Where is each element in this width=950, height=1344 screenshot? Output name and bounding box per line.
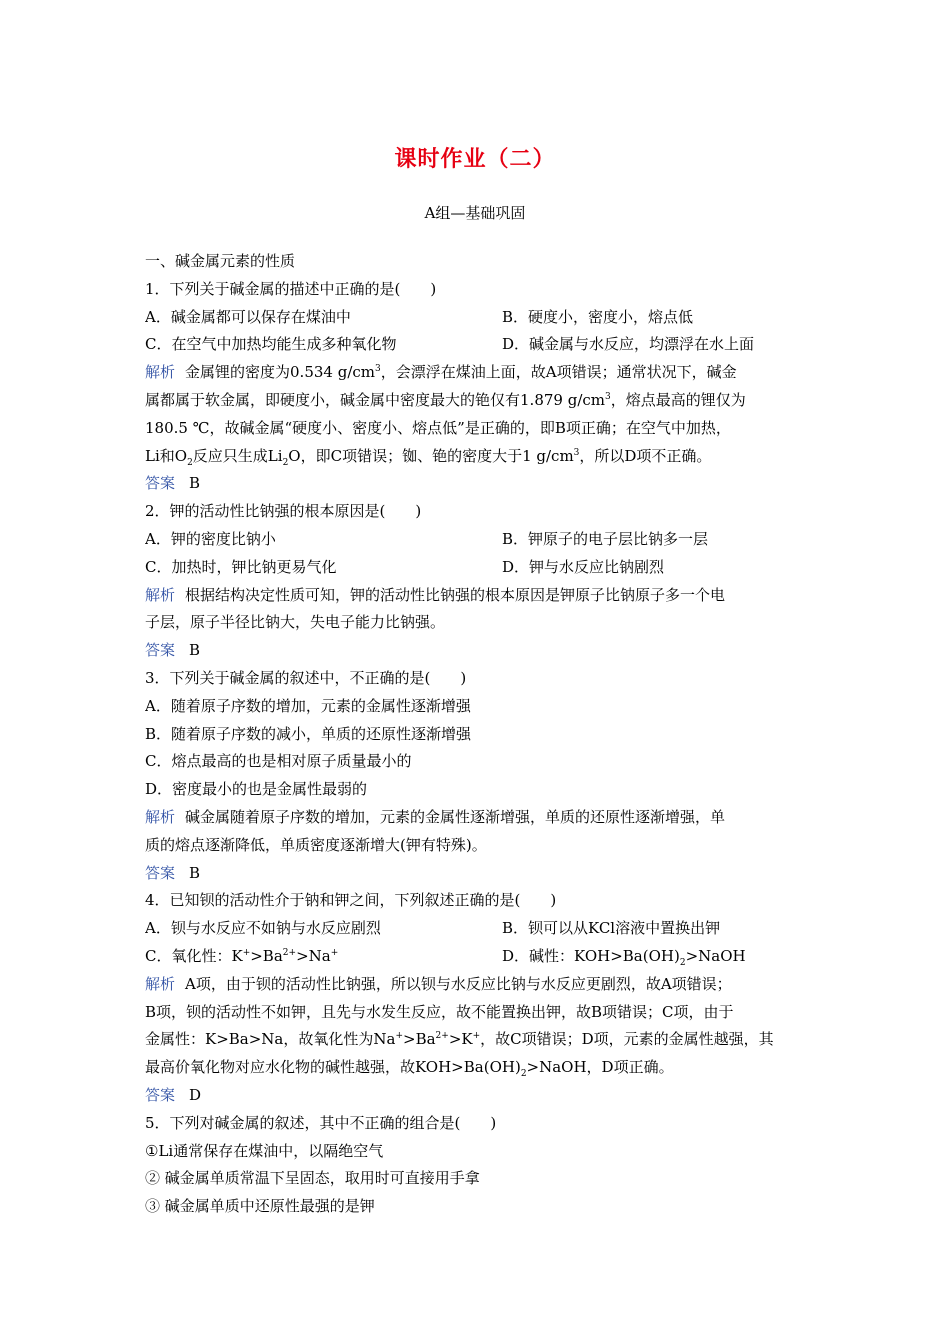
option-b: B．硬度小，密度小，熔点低 <box>502 307 694 326</box>
statement-1: ①Li通常保存在煤油中，以隔绝空气 <box>145 1141 384 1160</box>
question-4-options-cd <box>145 943 815 971</box>
option-b: B．钾原子的电子层比钠多一层 <box>502 529 709 548</box>
analysis-line: 最高价氧化物对应水化物的碱性越强，故$KOH>Ba(OH)_2>NaOH$，D项正确。 <box>145 1058 674 1080</box>
analysis-line: Li和$O_2$反应只生成$Li_2O$，即C项错误；铷、铯的密度大于1 $g/cm^3$，所以D项不正确。 <box>145 446 712 468</box>
answer-line <box>145 470 815 498</box>
option-c: C．在空气中加热均能生成多种氧化物 <box>145 335 397 354</box>
option-c: C．加热时，钾比钠更易气化 <box>145 557 337 576</box>
superscript-3: 3 <box>573 447 580 458</box>
question-3-stem: 3．下列关于碱金属的叙述中，不正确的是( ) <box>145 668 467 687</box>
option-a: A．碱金属都可以保存在煤油中 <box>145 307 351 326</box>
page-title: 课时作业（二） <box>394 147 556 172</box>
option-d: D．碱性：$KOH>Ba(OH)_2>NaOH$ <box>502 946 746 968</box>
question-5-stem: 5．下列对碱金属的叙述，其中不正确的组合是( ) <box>145 1113 497 1132</box>
option-a: A．钡与水反应不如钠与水反应剧烈 <box>145 919 381 938</box>
subscript-2: 2 <box>187 457 193 468</box>
document-body <box>145 248 815 1221</box>
analysis-line: 金属性：K>Ba>Na，故氧化性为$Na^+>Ba^{2+}>K^+$，故C项错误；D项，元素的金属性越强，其 <box>145 1030 774 1049</box>
statement-3: ③ 碱金属单质中还原性最强的是钾 <box>145 1197 375 1216</box>
question-4-options-ab <box>145 915 815 943</box>
answer-label: 答案 <box>145 1085 176 1104</box>
analysis-label: 解析 <box>145 585 176 604</box>
question-1-options-cd <box>145 331 815 359</box>
group-heading: A组—基础巩固 <box>424 204 526 222</box>
question-4-stem: 4．已知钡的活动性介于钠和钾之间，下列叙述正确的是( ) <box>145 891 557 910</box>
answer-value: B <box>189 474 201 493</box>
superscript-3: 3 <box>375 364 381 375</box>
superscript-3: 3 <box>605 391 611 402</box>
answer-line <box>145 860 815 888</box>
analysis-line: 解析 金属锂的密度为0.534 $g/cm^3$，会漂浮在煤油上面，故A项错误；通常状况下，碱金 <box>145 363 737 382</box>
analysis-line: 子层，原子半径比钠大，失电子能力比钠强。 <box>145 613 446 632</box>
question-2-options-ab <box>145 526 815 554</box>
analysis-label: 解析 <box>145 974 176 993</box>
option-c: C．熔点最高的也是相对原子质量最小的 <box>145 752 412 771</box>
option-d: D．密度最小的也是金属性最弱的 <box>145 780 368 799</box>
analysis-line: 180.5 ℃，故碱金属“硬度小、密度小、熔点低”是正确的，即B项正确；在空气中加热， <box>145 418 731 437</box>
option-a: A．随着原子序数的增加，元素的金属性逐渐增强 <box>145 696 471 715</box>
analysis-label: 解析 <box>145 363 176 382</box>
answer-value: B <box>189 641 201 660</box>
option-d: D．碱金属与水反应，均漂浮在水上面 <box>502 335 755 354</box>
subscript-2: 2 <box>282 457 289 468</box>
answer-value: D <box>189 1085 202 1104</box>
analysis-line: 质的熔点逐渐降低，单质密度逐渐增大(钾有特殊)。 <box>145 835 487 854</box>
answer-label: 答案 <box>145 474 176 493</box>
answer-line <box>145 1082 815 1110</box>
analysis-label: 解析 <box>145 807 176 826</box>
question-2-stem: 2．钾的活动性比钠强的根本原因是( ) <box>145 502 422 521</box>
analysis-line: B项，钡的活动性不如钾，且先与水发生反应，故不能置换出钾，故B项错误；C项，由于 <box>145 1002 734 1021</box>
option-b: B．钡可以从KCl溶液中置换出钾 <box>502 919 721 938</box>
analysis-line: 属都属于软金属，即硬度小，碱金属中密度最大的铯仅有1.879 $g/cm^3$，熔点最高的锂仅为 <box>145 390 746 409</box>
answer-label: 答案 <box>145 641 176 660</box>
analysis-line: 解析 根据结构决定性质可知，钾的活动性比钠强的根本原因是钾原子比钠原子多一个电 <box>145 585 726 604</box>
question-1-stem: 1．下列关于碱金属的描述中正确的是( ) <box>145 279 437 298</box>
question-1-options-ab <box>145 304 815 332</box>
option-c: C．氧化性：$K^+>Ba^{2+}>Na^+$ <box>145 946 339 965</box>
analysis-line: 解析 碱金属随着原子序数的增加，元素的金属性逐渐增强，单质的还原性逐渐增强，单 <box>145 807 726 826</box>
option-b: B．随着原子序数的减小，单质的还原性逐渐增强 <box>145 724 472 743</box>
option-d: D．钾与水反应比钠剧烈 <box>502 557 665 576</box>
answer-label: 答案 <box>145 863 176 882</box>
answer-line <box>145 637 815 665</box>
analysis-line: 解析 A项，由于钡的活动性比钠强，所以钡与水反应比钠与水反应更剧烈，故A项错误； <box>145 974 732 993</box>
statement-2: ② 碱金属单质常温下呈固态，取用时可直接用手拿 <box>145 1169 480 1188</box>
section-heading: 一、碱金属元素的性质 <box>145 252 296 270</box>
question-2-options-cd <box>145 554 815 582</box>
option-a: A．钾的密度比钠小 <box>145 529 276 548</box>
answer-value: B <box>189 863 201 882</box>
